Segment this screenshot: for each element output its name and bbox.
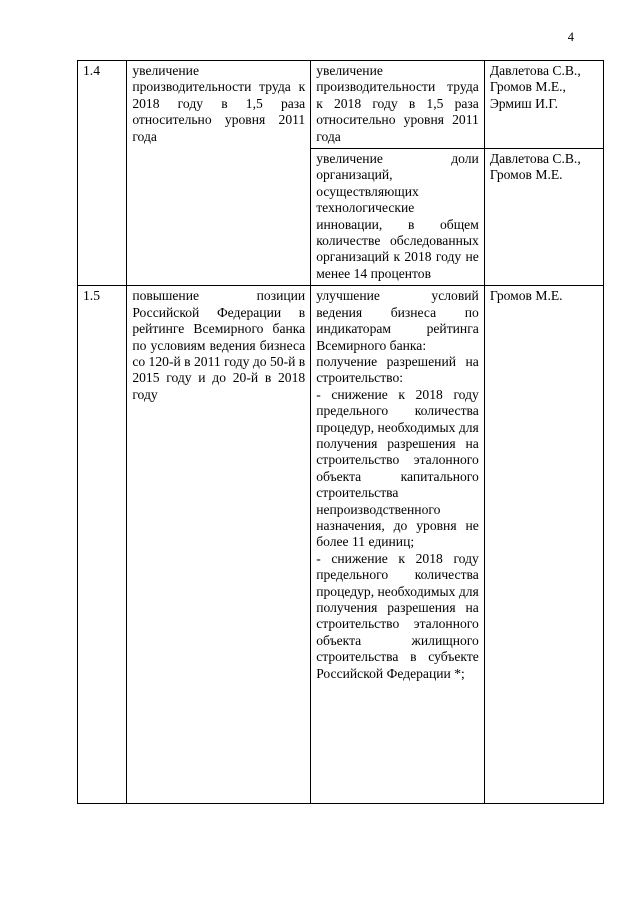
responsible-cell: Громов М.Е. — [484, 286, 603, 804]
indicator-cell: увеличение доли организаций, осуществляющих технологические инновации, в общем количестве обследованных организаций к 2018 году не менее 14 процентов — [311, 149, 485, 286]
indicator-cell: увеличение производительности труда к 2018 году в 1,5 раза относительно уровня 2011 года — [311, 61, 485, 149]
indicator-item: - снижение к 2018 году предельного количества процедур, необходимых для получения разрешения на строительство эталонного объекта капитального строительства непроизводственного назначения, до уровня не более 11 единиц; — [316, 386, 479, 550]
indicator-intro: улучшение условий ведения бизнеса по индикаторам рейтинга Всемирного банка: — [316, 288, 479, 353]
responsible-cell: Давлетова С.В., Громов М.Е. — [484, 149, 603, 286]
page-number: 4 — [567, 30, 574, 44]
indicator-cell — [311, 286, 485, 804]
row-number: 1.4 — [78, 61, 127, 286]
responsible-cell: Давлетова С.В., Громов М.Е., Эрмиш И.Г. — [484, 61, 603, 149]
indicator-subheading: получение разрешений на строительство: — [316, 353, 479, 386]
row-number: 1.5 — [78, 286, 127, 804]
goal-cell: увеличение производительности труда к 2018 году в 1,5 раза относительно уровня 2011 года — [127, 61, 311, 286]
indicator-item: - снижение к 2018 году предельного количества процедур, необходимых для получения разрешения на строительство эталонного объекта жилищного строительства в субъекте Российской Федерации *; — [316, 550, 479, 681]
table-row — [78, 61, 604, 149]
table-row — [78, 286, 604, 804]
goal-cell: повышение позиции Российской Федерации в рейтинге Всемирного банка по условиям ведения бизнеса со 120-й в 2011 году до 50-й в 2015 году и до 20-й в 2018 году — [127, 286, 311, 804]
measures-table — [77, 60, 604, 804]
